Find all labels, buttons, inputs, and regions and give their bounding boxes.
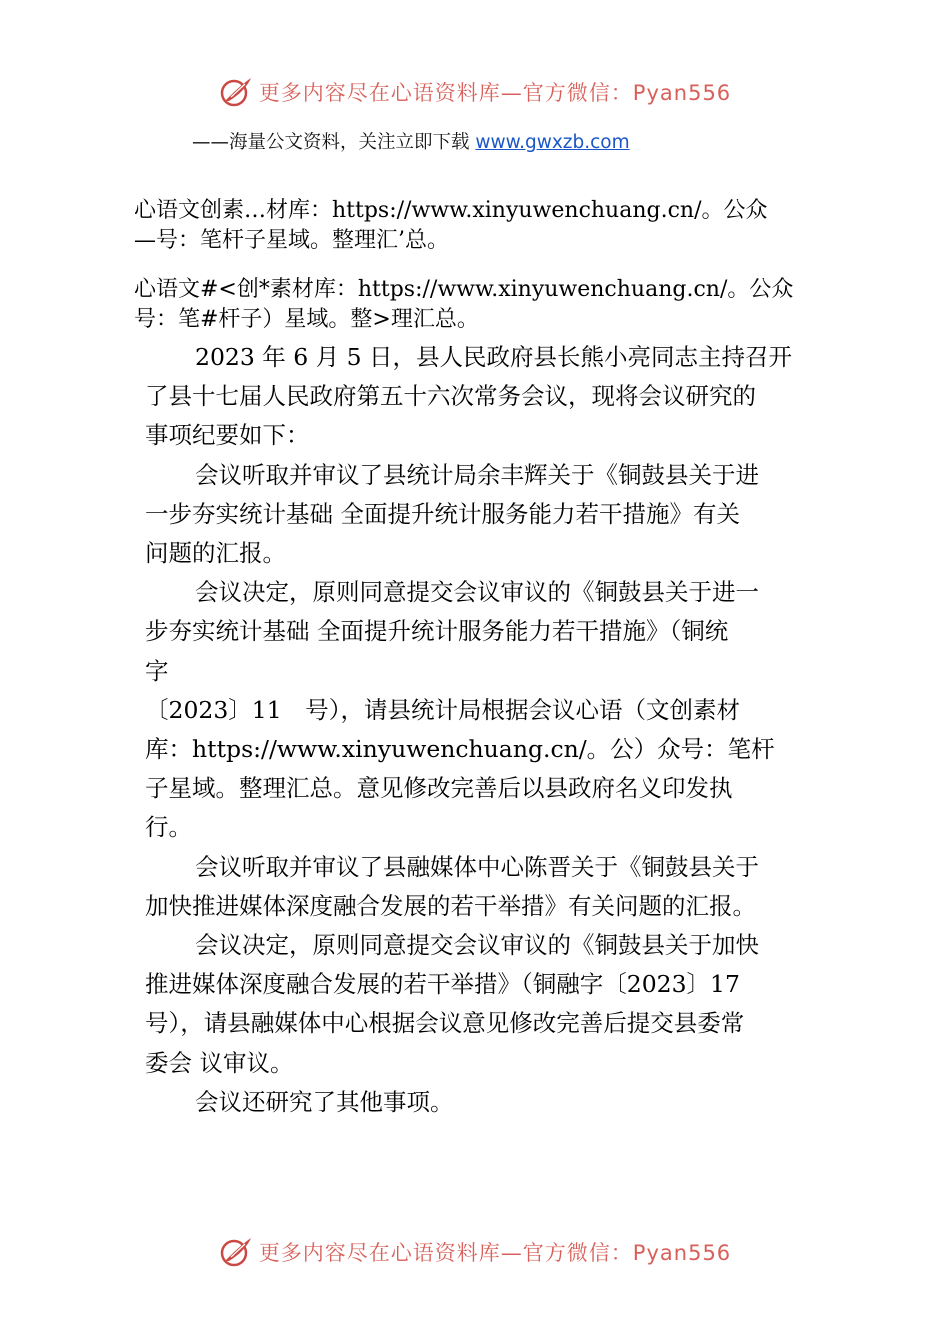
body-line: 委会 议审议。 [145, 1048, 294, 1077]
watermark-line: 心语文#<创*素材库：https://www.xinyuwenchuang.cn/。公众 [134, 277, 794, 302]
body-line: 加快推进媒体深度融合发展的若干举措》有关问题的汇报。 [145, 891, 756, 920]
quill-logo-icon [219, 1235, 253, 1269]
header-banner-text: 更多内容尽在心语资料库—官方微信：Pyan556 [258, 81, 732, 105]
body-line: 会议决定，原则同意提交会议审议的《铜鼓县关于加快 [195, 931, 759, 960]
body-line: 问题的汇报。 [145, 539, 286, 568]
download-subline [192, 128, 630, 154]
body-line: 子星域。整理汇总。意见修改完善后以县政府名义印发执 [145, 774, 733, 803]
body-line: 号），请县融媒体中心根据会议意见修改完善后提交县委常 [145, 1009, 745, 1038]
body-line: 行。 [145, 813, 192, 842]
gwxzb-link[interactable]: www.gwxzb.com [475, 132, 630, 153]
body-line: 会议听取并审议了县融媒体中心陈晋关于《铜鼓县关于 [195, 852, 759, 881]
body-line: 会议听取并审议了县统计局余丰辉关于《铜鼓县关于进 [195, 460, 759, 489]
watermark-line: 心语文创素…材库：https://www.xinyuwenchuang.cn/。公众 [134, 198, 768, 223]
watermark-block-1 [134, 196, 844, 256]
body-line: 会议还研究了其他事项。 [195, 1087, 454, 1116]
body-line: 步夯实统计基础 全面提升统计服务能力若干措施》（铜统 [145, 617, 729, 646]
body-line: 了县十七届人民政府第五十六次常务会议，现将会议研究的 [145, 382, 756, 411]
body-line: 2023 年 6 月 5 日，县人民政府县长熊小亮同志主持召开 [195, 343, 793, 371]
subline-text: ——海量公文资料，关注立即下载 [192, 132, 476, 153]
watermark-block-2 [134, 275, 844, 335]
header-banner [0, 72, 950, 112]
body-line: 推进媒体深度融合发展的若干举措》（铜融字〔2023〕17 [145, 970, 740, 999]
watermark-line: 号：笔#杆子）星域。整>理汇总。 [134, 307, 479, 332]
body-line: 事项纪要如下： [145, 421, 310, 450]
watermark-line: —号：笔杆子星域。整理汇’总。 [134, 228, 449, 253]
quill-logo-icon [219, 75, 253, 109]
footer-banner [0, 1232, 950, 1272]
body-line: 字 [145, 656, 169, 685]
body-line: 〔2023〕11 号），请县统计局根据会议心语（文创素材 [145, 695, 740, 724]
body-line: 会议决定，原则同意提交会议审议的《铜鼓县关于进一 [195, 578, 759, 607]
meeting-minutes-body [145, 338, 815, 1122]
body-line: 库：https://www.xinyuwenchuang.cn/。公）众号：笔杆 [145, 735, 775, 764]
body-line: 一步夯实统计基础 全面提升统计服务能力若干措施》有关 [145, 499, 740, 528]
footer-banner-text: 更多内容尽在心语资料库—官方微信：Pyan556 [258, 1241, 732, 1265]
